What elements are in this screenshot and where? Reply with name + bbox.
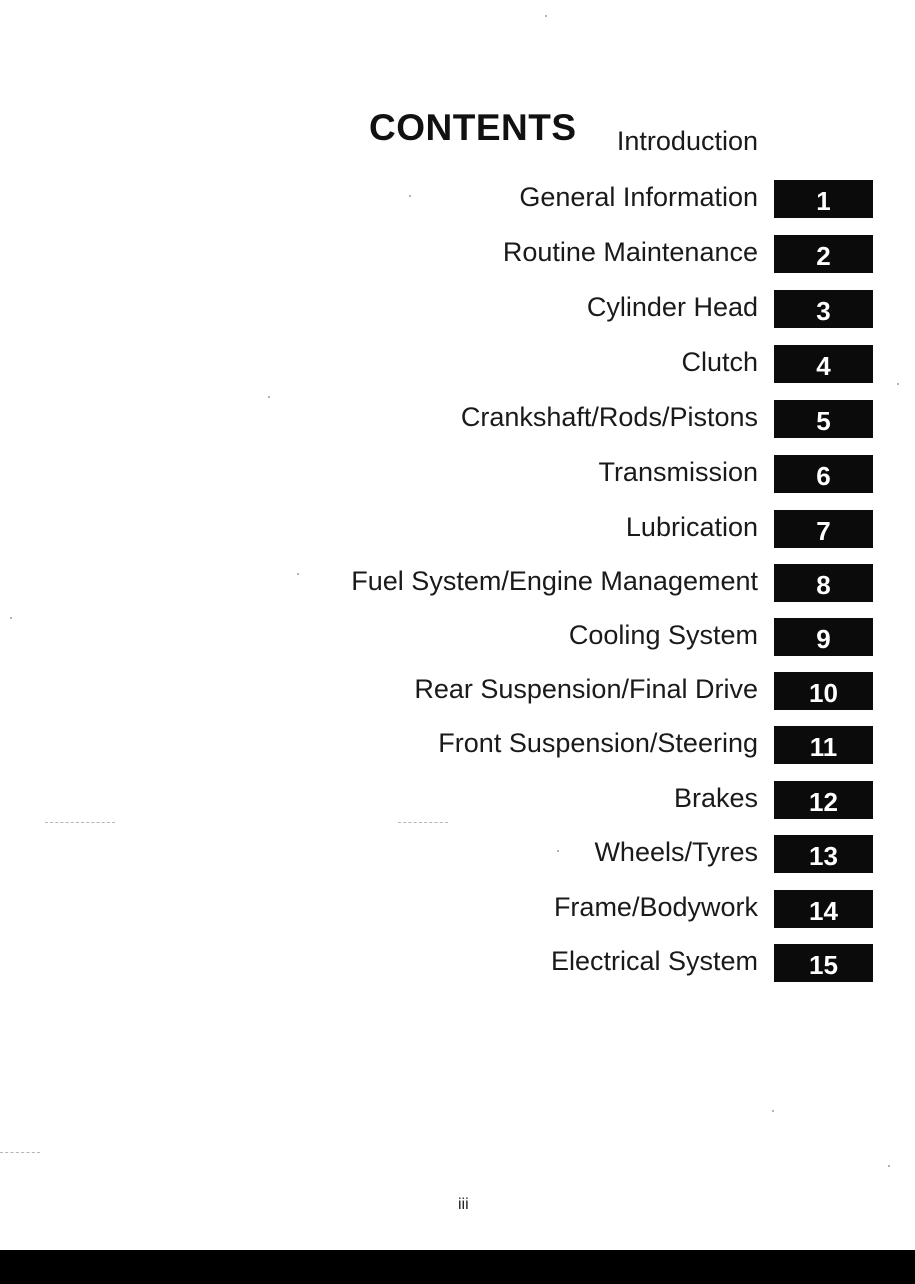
toc-label[interactable]: Electrical System xyxy=(550,946,758,976)
toc-label[interactable]: Front Suspension/Steering xyxy=(438,728,758,758)
scan-speck xyxy=(772,1110,774,1112)
toc-label[interactable]: Transmission xyxy=(598,457,758,487)
toc-label[interactable]: Clutch xyxy=(681,347,758,377)
toc-label[interactable]: General Information xyxy=(519,182,758,212)
toc-row-rear-suspension xyxy=(0,672,915,710)
section-tab[interactable]: 9 xyxy=(774,618,873,656)
section-tab[interactable]: 8 xyxy=(774,564,873,602)
section-tab[interactable]: 5 xyxy=(774,400,873,438)
toc-row-routine-maintenance xyxy=(0,235,915,273)
toc-label[interactable]: Cylinder Head xyxy=(586,292,758,322)
toc-row-brakes xyxy=(0,781,915,819)
toc-row-crankshaft-rods-pistons xyxy=(0,400,915,438)
toc-label[interactable]: Cooling System xyxy=(568,620,758,650)
scan-speck xyxy=(409,195,411,197)
scan-speck xyxy=(10,617,12,619)
section-tab[interactable]: 14 xyxy=(774,890,873,928)
scan-dash xyxy=(0,1152,40,1154)
scan-speck xyxy=(557,850,559,852)
toc-row-clutch xyxy=(0,345,915,383)
toc-row-wheels-tyres xyxy=(0,835,915,873)
section-tab[interactable]: 12 xyxy=(774,781,873,819)
toc-row-frame-bodywork xyxy=(0,890,915,928)
section-tab[interactable]: 2 xyxy=(774,235,873,273)
toc-label[interactable]: Frame/Bodywork xyxy=(553,892,758,922)
toc-label[interactable]: Rear Suspension/Final Drive xyxy=(414,674,758,704)
scan-speck xyxy=(888,1165,890,1167)
section-tab[interactable]: 13 xyxy=(774,835,873,873)
toc-row-general-information xyxy=(0,180,915,218)
section-tab[interactable]: 4 xyxy=(774,345,873,383)
scan-bottom-edge xyxy=(0,1250,915,1284)
toc-row-fuel-system xyxy=(0,564,915,602)
scan-speck xyxy=(545,15,547,17)
toc-row-cylinder-head xyxy=(0,290,915,328)
toc-row-front-suspension xyxy=(0,726,915,764)
toc-label[interactable]: Fuel System/Engine Management xyxy=(351,566,758,596)
scan-dash xyxy=(398,822,448,824)
section-tab[interactable]: 10 xyxy=(774,672,873,710)
toc-label[interactable]: Brakes xyxy=(673,783,758,813)
section-tab[interactable]: 11 xyxy=(774,726,873,764)
scan-dash xyxy=(45,822,115,824)
toc-label[interactable]: Crankshaft/Rods/Pistons xyxy=(460,402,758,432)
page-title: CONTENTS xyxy=(369,106,577,148)
section-tab[interactable]: 1 xyxy=(774,180,873,218)
toc-row-transmission xyxy=(0,455,915,493)
toc-label[interactable]: Lubrication xyxy=(625,512,758,542)
scan-speck xyxy=(297,573,299,575)
toc-row-electrical-system xyxy=(0,944,915,982)
introduction-link[interactable]: Introduction xyxy=(616,126,758,156)
toc-label[interactable]: Wheels/Tyres xyxy=(594,837,758,867)
section-tab[interactable]: 6 xyxy=(774,455,873,493)
scan-speck xyxy=(897,383,899,385)
section-tab[interactable]: 3 xyxy=(774,290,873,328)
toc-label[interactable]: Routine Maintenance xyxy=(502,237,758,267)
toc-row-lubrication xyxy=(0,510,915,548)
page-number: iii xyxy=(458,1196,469,1213)
scan-speck xyxy=(268,396,270,398)
section-tab[interactable]: 7 xyxy=(774,510,873,548)
toc-row-cooling-system xyxy=(0,618,915,656)
section-tab[interactable]: 15 xyxy=(774,944,873,982)
